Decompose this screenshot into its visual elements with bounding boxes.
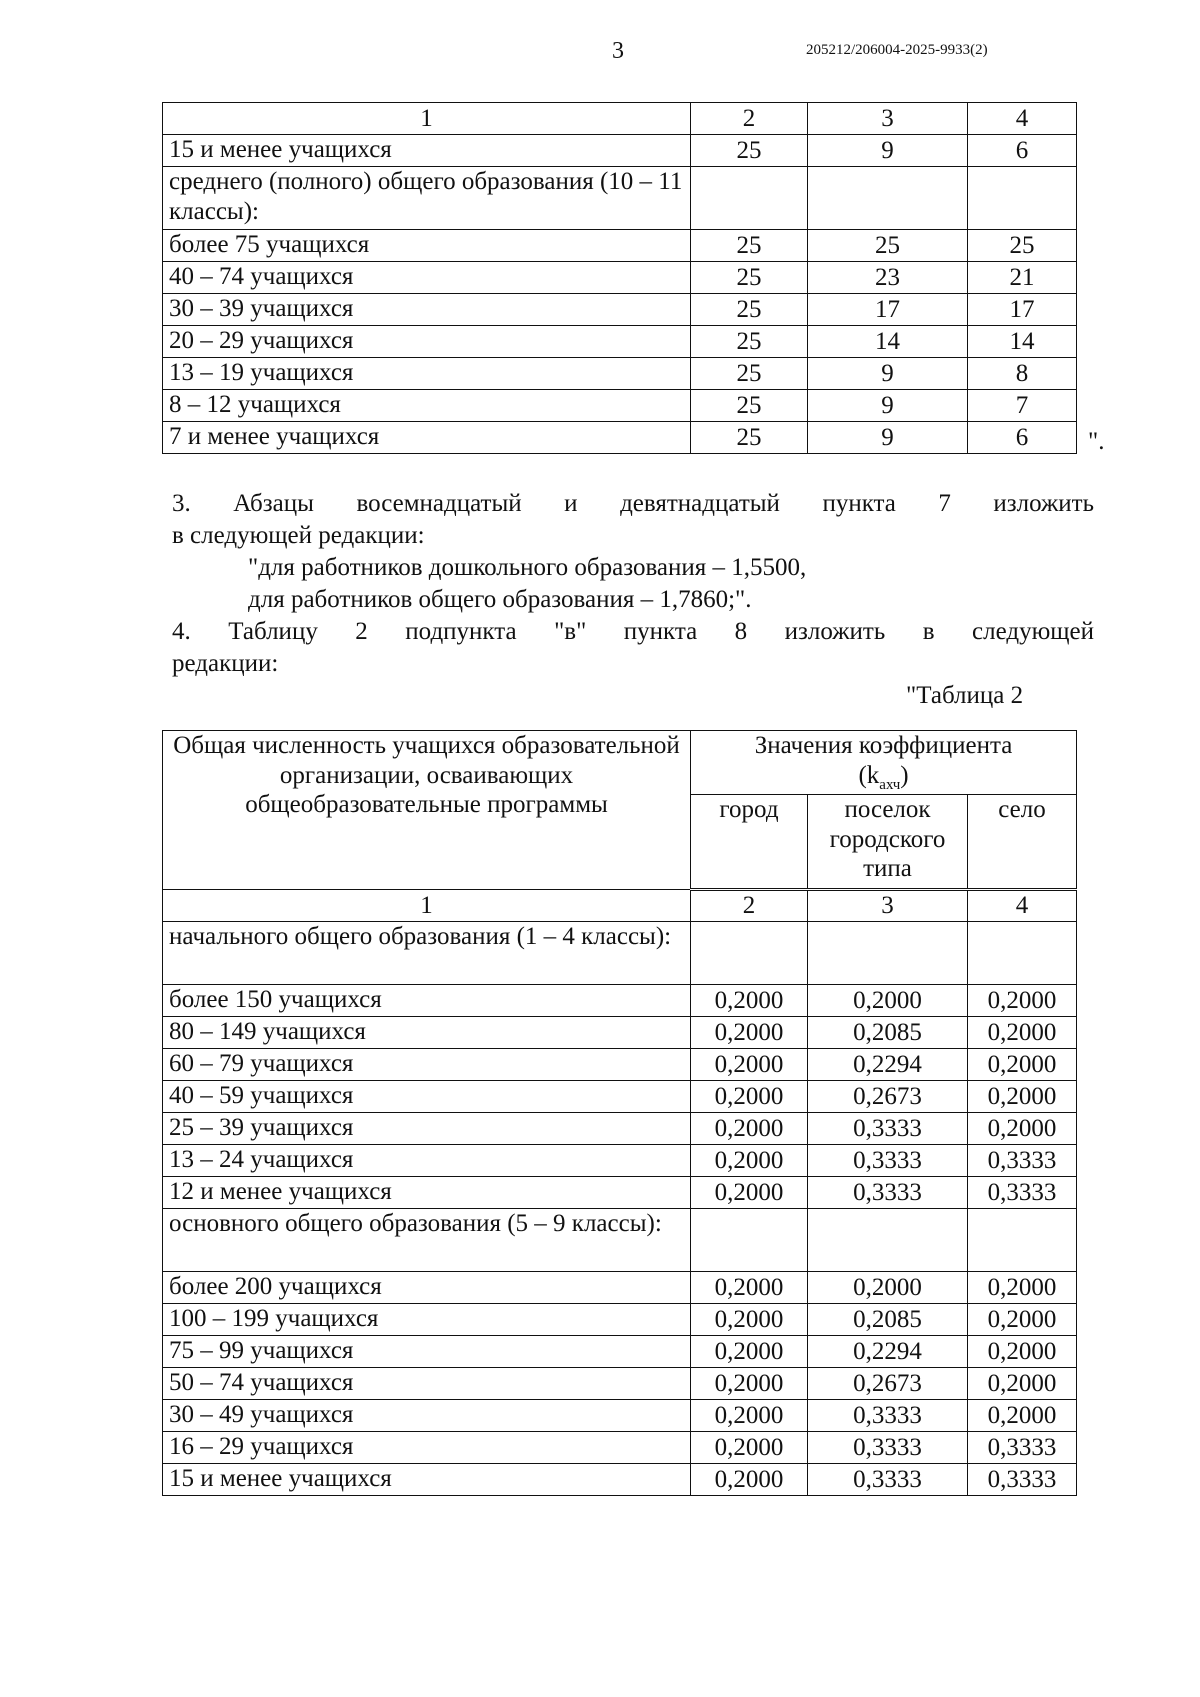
header-total-students: Общая численность учащихся образовательной организации, осваивающих общеобразовательные программы — [163, 731, 691, 890]
row-label: более 75 учащихся — [163, 230, 691, 262]
value-village: 0,2000 — [968, 985, 1077, 1017]
value-town: 9 — [808, 390, 968, 422]
row-label: 30 – 49 учащихся — [163, 1400, 691, 1432]
value-village — [968, 1209, 1077, 1272]
row-label: 50 – 74 учащихся — [163, 1368, 691, 1400]
value-city: 25 — [691, 135, 808, 167]
table-row — [163, 985, 1077, 1017]
row-label: начального общего образования (1 – 4 классы): — [163, 922, 691, 985]
value-town: 0,2294 — [808, 1336, 968, 1368]
table-row — [163, 1177, 1077, 1209]
value-town: 0,2085 — [808, 1017, 968, 1049]
row-label: 8 – 12 учащихся — [163, 390, 691, 422]
row-label: 13 – 24 учащихся — [163, 1145, 691, 1177]
table-row — [163, 326, 1077, 358]
value-town: 14 — [808, 326, 968, 358]
column-number-row — [163, 103, 1077, 135]
value-city: 0,2000 — [691, 1432, 808, 1464]
row-label: среднего (полного) общего образования (10 – 11 классы): — [163, 167, 691, 230]
value-city: 25 — [691, 262, 808, 294]
row-label: более 150 учащихся — [163, 985, 691, 1017]
value-village: 6 — [968, 422, 1077, 454]
header-village: село — [968, 795, 1077, 890]
value-town — [808, 922, 968, 985]
quoted-value-preschool: "для работников дошкольного образования – 1,5500, — [248, 554, 807, 581]
column-number: 3 — [808, 890, 968, 922]
value-town: 17 — [808, 294, 968, 326]
closing-quote: ". — [1088, 428, 1105, 455]
row-label: 75 – 99 учащихся — [163, 1336, 691, 1368]
table-row — [163, 262, 1077, 294]
paragraph-3: 3. Абзацы восемнадцатый и девятнадцатый пункта 7 изложить — [172, 490, 1094, 517]
value-city: 0,2000 — [691, 985, 808, 1017]
value-village: 0,3333 — [968, 1432, 1077, 1464]
value-village: 0,3333 — [968, 1145, 1077, 1177]
value-town: 0,2673 — [808, 1368, 968, 1400]
paragraph-4: 4. Таблицу 2 подпункта "в" пункта 8 изложить в следующей — [172, 618, 1094, 645]
column-number: 1 — [163, 890, 691, 922]
table-row — [163, 1081, 1077, 1113]
row-label: 15 и менее учащихся — [163, 1464, 691, 1496]
value-city: 25 — [691, 230, 808, 262]
quoted-value-general: для работников общего образования – 1,7860;". — [248, 586, 752, 613]
table-row — [163, 1304, 1077, 1336]
row-label: 100 – 199 учащихся — [163, 1304, 691, 1336]
section-row — [163, 167, 1077, 230]
row-label: 60 – 79 учащихся — [163, 1049, 691, 1081]
column-number: 4 — [968, 103, 1077, 135]
value-village: 17 — [968, 294, 1077, 326]
header-coefficient-group — [691, 731, 1077, 795]
row-label: 15 и менее учащихся — [163, 135, 691, 167]
value-town: 0,2000 — [808, 1272, 968, 1304]
value-town: 9 — [808, 422, 968, 454]
table-row — [163, 390, 1077, 422]
column-number: 1 — [163, 103, 691, 135]
value-city: 0,2000 — [691, 1336, 808, 1368]
value-village: 0,2000 — [968, 1400, 1077, 1432]
table-caption: "Таблица 2 — [906, 682, 1024, 709]
value-city — [691, 167, 808, 230]
value-village: 21 — [968, 262, 1077, 294]
value-village: 0,2000 — [968, 1272, 1077, 1304]
value-village: 8 — [968, 358, 1077, 390]
table-row — [163, 1400, 1077, 1432]
table-row — [163, 230, 1077, 262]
table-row — [163, 294, 1077, 326]
value-city: 25 — [691, 358, 808, 390]
table-row — [163, 1017, 1077, 1049]
value-town: 0,2000 — [808, 985, 968, 1017]
value-town: 9 — [808, 135, 968, 167]
value-village: 25 — [968, 230, 1077, 262]
value-village: 0,2000 — [968, 1113, 1077, 1145]
row-label: 7 и менее учащихся — [163, 422, 691, 454]
row-label: 20 – 29 учащихся — [163, 326, 691, 358]
value-city: 0,2000 — [691, 1017, 808, 1049]
table-row — [163, 1145, 1077, 1177]
value-city: 0,2000 — [691, 1113, 808, 1145]
coefficient-symbol: (k — [858, 761, 880, 789]
table-row — [163, 1464, 1077, 1496]
row-label: 80 – 149 учащихся — [163, 1017, 691, 1049]
value-village: 6 — [968, 135, 1077, 167]
value-village: 0,2000 — [968, 1336, 1077, 1368]
row-label: 25 – 39 учащихся — [163, 1113, 691, 1145]
value-city: 25 — [691, 422, 808, 454]
value-city: 25 — [691, 294, 808, 326]
value-town: 0,3333 — [808, 1400, 968, 1432]
row-label: 30 – 39 учащихся — [163, 294, 691, 326]
document-code: 205212/206004-2025-9933(2) — [806, 42, 988, 58]
page-number: 3 — [612, 38, 624, 64]
value-town: 0,3333 — [808, 1177, 968, 1209]
column-number: 3 — [808, 103, 968, 135]
value-town: 0,3333 — [808, 1464, 968, 1496]
value-town: 9 — [808, 358, 968, 390]
table-row — [163, 1272, 1077, 1304]
value-town: 0,2085 — [808, 1304, 968, 1336]
value-city — [691, 922, 808, 985]
value-village: 7 — [968, 390, 1077, 422]
value-city: 25 — [691, 390, 808, 422]
value-village: 0,2000 — [968, 1049, 1077, 1081]
row-label: 40 – 74 учащихся — [163, 262, 691, 294]
column-number: 2 — [691, 890, 808, 922]
value-village: 0,3333 — [968, 1464, 1077, 1496]
table-row — [163, 135, 1077, 167]
value-city: 0,2000 — [691, 1304, 808, 1336]
row-label: 40 – 59 учащихся — [163, 1081, 691, 1113]
row-label: 16 – 29 учащихся — [163, 1432, 691, 1464]
value-city: 0,2000 — [691, 1177, 808, 1209]
value-city: 0,2000 — [691, 1145, 808, 1177]
value-village — [968, 167, 1077, 230]
header-town: поселок городского типа — [808, 795, 968, 890]
table-row — [163, 1113, 1077, 1145]
column-number: 4 — [968, 890, 1077, 922]
row-label: более 200 учащихся — [163, 1272, 691, 1304]
table-row — [163, 1432, 1077, 1464]
value-village: 0,2000 — [968, 1304, 1077, 1336]
value-city: 0,2000 — [691, 1368, 808, 1400]
value-town: 0,2294 — [808, 1049, 968, 1081]
row-label: основного общего образования (5 – 9 классы): — [163, 1209, 691, 1272]
section-row — [163, 922, 1077, 985]
paragraph-4-continued: редакции: — [172, 650, 279, 677]
column-number: 2 — [691, 103, 808, 135]
value-town: 0,3333 — [808, 1432, 968, 1464]
coefficient-subscript: ахч — [879, 776, 901, 793]
value-village: 0,2000 — [968, 1017, 1077, 1049]
value-village: 0,3333 — [968, 1177, 1077, 1209]
header-city: город — [691, 795, 808, 890]
header-coefficient-title: Значения коэффициента — [754, 732, 1013, 759]
value-city: 0,2000 — [691, 1081, 808, 1113]
table-row — [163, 358, 1077, 390]
value-village: 14 — [968, 326, 1077, 358]
value-village — [968, 922, 1077, 985]
table-row — [163, 1368, 1077, 1400]
value-city: 25 — [691, 326, 808, 358]
header-row — [163, 731, 1077, 795]
row-label: 12 и менее учащихся — [163, 1177, 691, 1209]
table-1 — [162, 102, 1077, 454]
table-row — [163, 1049, 1077, 1081]
table-2 — [162, 730, 1077, 1496]
value-village: 0,2000 — [968, 1081, 1077, 1113]
value-town: 23 — [808, 262, 968, 294]
section-row — [163, 1209, 1077, 1272]
value-town — [808, 167, 968, 230]
value-city: 0,2000 — [691, 1464, 808, 1496]
column-number-row — [163, 890, 1077, 922]
value-town — [808, 1209, 968, 1272]
value-town: 0,2673 — [808, 1081, 968, 1113]
value-city: 0,2000 — [691, 1272, 808, 1304]
coefficient-close: ) — [900, 761, 909, 789]
row-label: 13 – 19 учащихся — [163, 358, 691, 390]
value-town: 25 — [808, 230, 968, 262]
value-city — [691, 1209, 808, 1272]
value-town: 0,3333 — [808, 1113, 968, 1145]
value-city: 0,2000 — [691, 1049, 808, 1081]
value-town: 0,3333 — [808, 1145, 968, 1177]
paragraph-3-continued: в следующей редакции: — [172, 522, 425, 549]
value-village: 0,2000 — [968, 1368, 1077, 1400]
value-city: 0,2000 — [691, 1400, 808, 1432]
table-row — [163, 422, 1077, 454]
table-row — [163, 1336, 1077, 1368]
